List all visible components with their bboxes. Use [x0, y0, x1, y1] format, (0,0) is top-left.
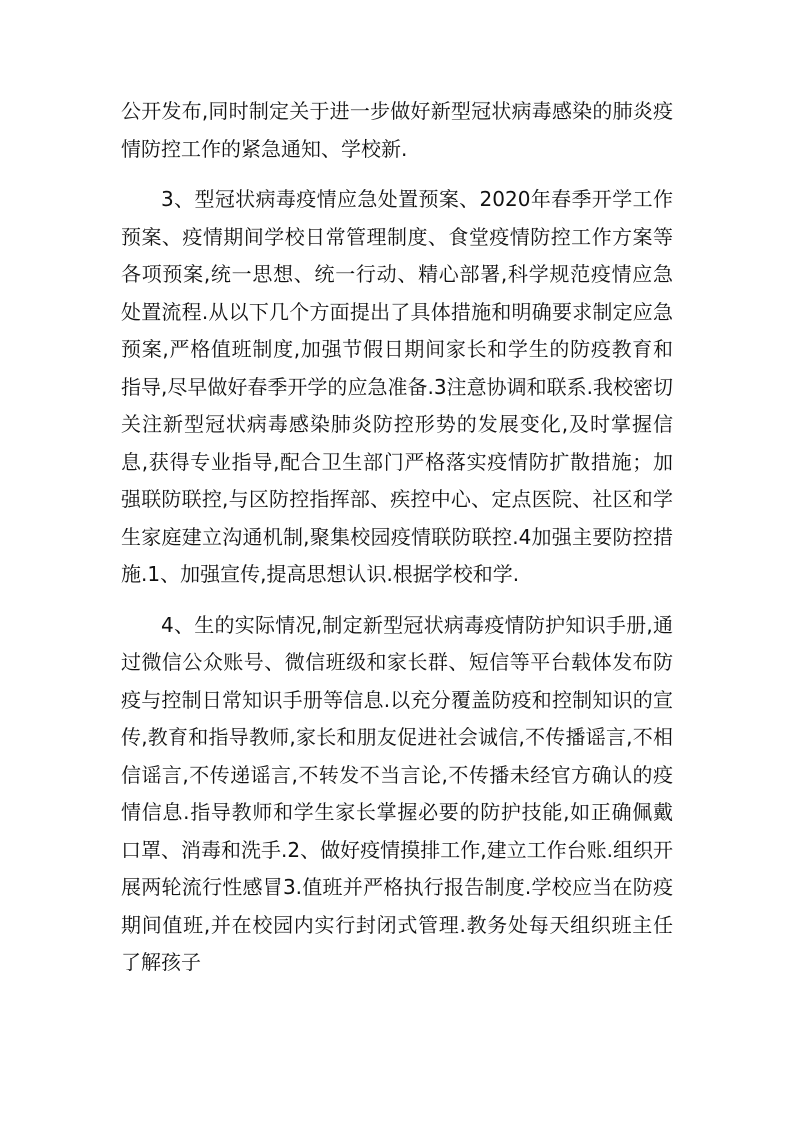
paragraph-1: 公开发布,同时制定关于进一步做好新型冠状病毒感染的肺炎疫情防控工作的紧急通知、学校新.: [121, 99, 673, 161]
paragraph-2: 3、型冠状病毒疫情应急处置预案、2020年春季开学工作预案、疫情期间学校日常管理制度、食堂疫情防控工作方案等各项预案,统一思想、统一行动、精心部署,科学规范疫情应急处置流程.从以下几个方面提出了具体措施和明确要求制定应急预案,严格值班制度,加强节假日期间家长和学生的防疫教育和指导,尽早做好春季开学的应急准备.3注意协调和联系.我校密切关注新型冠状病毒感染肺炎防控形势的发展变化,及时掌握信息,获得专业指导,配合卫生部门严格落实疫情防扩散措施；加强联防联控,与区防控指挥部、疾控中心、定点医院、社区和学生家庭建立沟通机制,聚集校园疫情联防联控.4加强主要防控措施.1、加强宣传,提高思想认识.根据学校和学.: [121, 187, 673, 586]
document-body: [121, 93, 673, 982]
paragraph-3: 4、生的实际情况,制定新型冠状病毒疫情防护知识手册,通过微信公众账号、微信班级和家长群、短信等平台载体发布防疫与控制日常知识手册等信息.以充分覆盖防疫和控制知识的宣传,教育和指导教师,家长和朋友促进社会诚信,不传播谣言,不相信谣言,不传递谣言,不转发不当言论,不传播未经官方确认的疫情信息.指导教师和学生家长掌握必要的防护技能,如正确佩戴口罩、消毒和洗手.2、做好疫情摸排工作,建立工作台账.组织开展两轮流行性感冒3.值班并严格执行报告制度.学校应当在防疫期间值班,并在校园内实行封闭式管理.教务处每天组织班主任了解孩子: [121, 612, 673, 974]
